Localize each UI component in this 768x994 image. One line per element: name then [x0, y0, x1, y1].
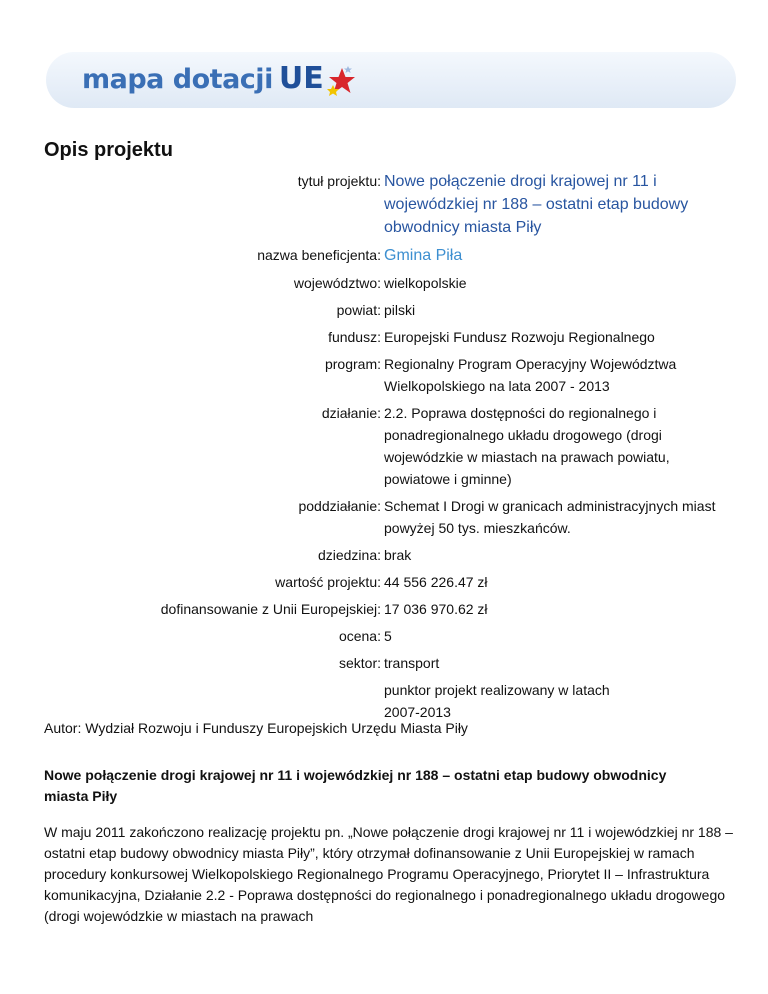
detail-value: punktor projekt realizowany w latach 2007-2013: [384, 682, 610, 720]
detail-label: program:: [324, 356, 381, 372]
star-logo-icon: [327, 66, 357, 98]
detail-row-sector: [0, 652, 768, 674]
detail-label: ocena:: [338, 628, 381, 644]
detail-value: pilski: [384, 302, 416, 318]
logo-ue: UE: [278, 61, 324, 96]
detail-label: dofinansowanie z Unii Europejskiej:: [160, 601, 381, 617]
detail-label: województwo:: [293, 275, 381, 291]
detail-label: poddziałanie:: [298, 498, 381, 514]
detail-label: dziedzina:: [317, 547, 381, 563]
detail-row-period: [0, 679, 768, 723]
detail-value: Regionalny Program Operacyjny Województwa Wielkopolskiego na lata 2007 - 2013: [384, 356, 677, 394]
detail-label: fundusz:: [328, 329, 381, 345]
detail-row-rating: [0, 625, 768, 647]
detail-row-program: [0, 353, 768, 397]
detail-label: wartość projektu:: [275, 574, 381, 590]
detail-row-fund: [0, 326, 768, 348]
beneficiary-link[interactable]: Gmina Piła: [384, 247, 463, 264]
logo-text: mapa dotacji: [82, 63, 273, 95]
detail-row-domain: [0, 544, 768, 566]
detail-value: 44 556 226.47 zł: [384, 574, 488, 590]
detail-row-voivodeship: [0, 272, 768, 294]
detail-label: nazwa beneficjenta:: [257, 247, 381, 263]
detail-row-action: [0, 402, 768, 490]
detail-row-title: [0, 170, 768, 239]
detail-row-eu-funding: [0, 598, 768, 620]
article-body: W maju 2011 zakończono realizację projektu pn. „Nowe połączenie drogi krajowej nr 11 i wojewódzkiej nr 188 – ostatni etap budowy obwodnicy miasta Piły”, który otrzymał dofinansowanie z Unii Europejskiej w ramach procedury konkursowej Wielkopolskiego Regionalnego Programu Operacyjnego, Priorytet II – Infrastruktura komunikacyjna, Działanie 2.2 - Poprawa dostępności do regionalnego i ponadregionalnego układu drogowego (drogi wojewódzkie w miastach na prawach: [44, 824, 733, 924]
page-title: Opis projektu: [44, 139, 173, 161]
detail-value: 5: [384, 628, 392, 644]
project-details: [0, 170, 768, 728]
detail-value: 2.2. Poprawa dostępności do regionalnego i ponadregionalnego układu drogowego (drogi wojewódzkie w miastach na prawach powiatu, powiatowe i gminne): [384, 405, 670, 487]
detail-label: powiat:: [336, 302, 381, 318]
detail-row-subaction: [0, 495, 768, 539]
detail-value: Schemat I Drogi w granicach administracyjnych miast powyżej 50 tys. mieszkańców.: [384, 498, 716, 536]
detail-label: tytuł projektu:: [297, 173, 381, 189]
detail-row-county: [0, 299, 768, 321]
detail-row-project-value: [0, 571, 768, 593]
author-line: Autor: Wydział Rozwoju i Funduszy Europejskich Urzędu Miasta Piły: [44, 720, 468, 736]
detail-value: brak: [384, 547, 412, 563]
detail-label: sektor:: [338, 655, 381, 671]
detail-value: transport: [384, 655, 440, 671]
detail-value: wielkopolskie: [384, 275, 467, 291]
detail-value: 17 036 970.62 zł: [384, 601, 488, 617]
detail-row-beneficiary: [0, 244, 768, 267]
detail-value: Europejski Fundusz Rozwoju Regionalnego: [384, 329, 655, 345]
detail-label: działanie:: [321, 405, 381, 421]
site-logo[interactable]: [82, 57, 324, 101]
article-heading: Nowe połączenie drogi krajowej nr 11 i wojewódzkiej nr 188 – ostatni etap budowy obwodnicy miasta Piły: [44, 767, 667, 804]
project-title-link[interactable]: Nowe połączenie drogi krajowej nr 11 i wojewódzkiej nr 188 – ostatni etap budowy obwodnicy miasta Piły: [384, 173, 689, 236]
